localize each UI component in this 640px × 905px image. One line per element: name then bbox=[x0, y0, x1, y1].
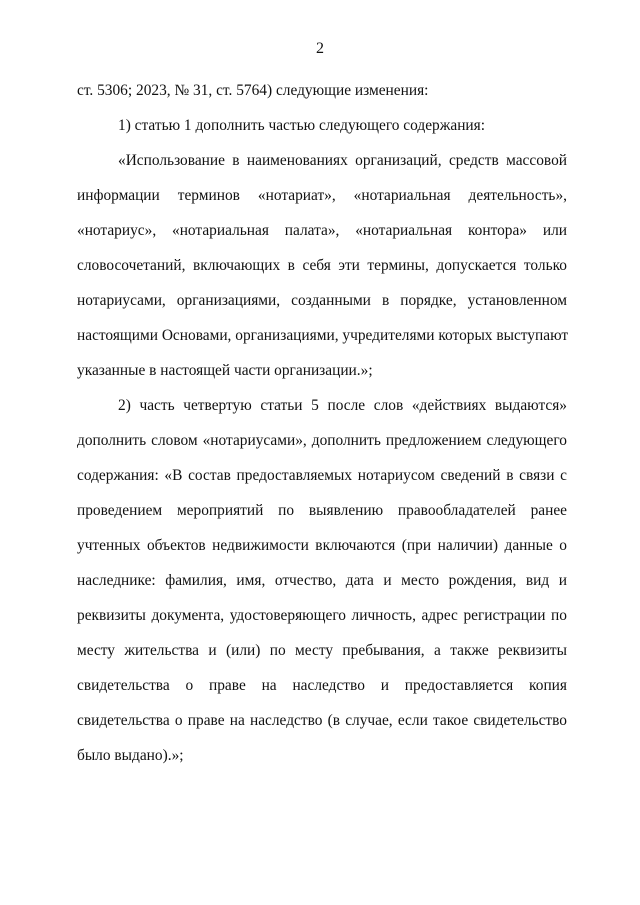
text-line: свидетельства о праве на наследство (в случае, если такое свидетельство bbox=[77, 712, 567, 729]
text-line: дополнить словом «нотариусами», дополнить предложением следующего bbox=[77, 432, 567, 449]
text-line: указанные в настоящей части организации.»; bbox=[77, 362, 373, 379]
page-number: 2 bbox=[316, 40, 324, 57]
text-line: «Использование в наименованиях организаций, средств массовой bbox=[118, 152, 567, 169]
text-line: нотариусами, организациями, созданными в порядке, установленном bbox=[77, 292, 567, 309]
text-line: реквизиты документа, удостоверяющего личность, адрес регистрации по bbox=[77, 607, 567, 624]
text-line: словосочетаний, включающих в себя эти термины, допускается только bbox=[77, 257, 567, 274]
text-line: было выдано).»; bbox=[77, 747, 184, 764]
text-line: ст. 5306; 2023, № 31, ст. 5764) следующие изменения: bbox=[77, 82, 429, 99]
text-line: свидетельства о праве на наследство и предоставляется копия bbox=[77, 677, 567, 694]
text-line: содержания: «В состав предоставляемых нотариусом сведений в связи с bbox=[77, 467, 567, 484]
list-item-1-heading: 1) статью 1 дополнить частью следующего содержания: bbox=[118, 117, 486, 134]
text-line: информации терминов «нотариат», «нотариальная деятельность», bbox=[77, 187, 567, 204]
text-line: «нотариус», «нотариальная палата», «нотариальная контора» или bbox=[77, 222, 567, 239]
text-line: проведением мероприятий по выявлению правообладателей ранее bbox=[77, 502, 567, 519]
text-line: настоящими Основами, организациями, учредителями которых выступают bbox=[77, 327, 569, 344]
list-item-2-heading: 2) часть четвертую статьи 5 после слов «действиях выдаются» bbox=[118, 397, 567, 414]
text-line: месту жительства и (или) по месту пребывания, а также реквизиты bbox=[77, 642, 567, 659]
text-line: учтенных объектов недвижимости включаются (при наличии) данные о bbox=[77, 537, 567, 554]
text-line: наследнике: фамилия, имя, отчество, дата и место рождения, вид и bbox=[77, 572, 567, 589]
